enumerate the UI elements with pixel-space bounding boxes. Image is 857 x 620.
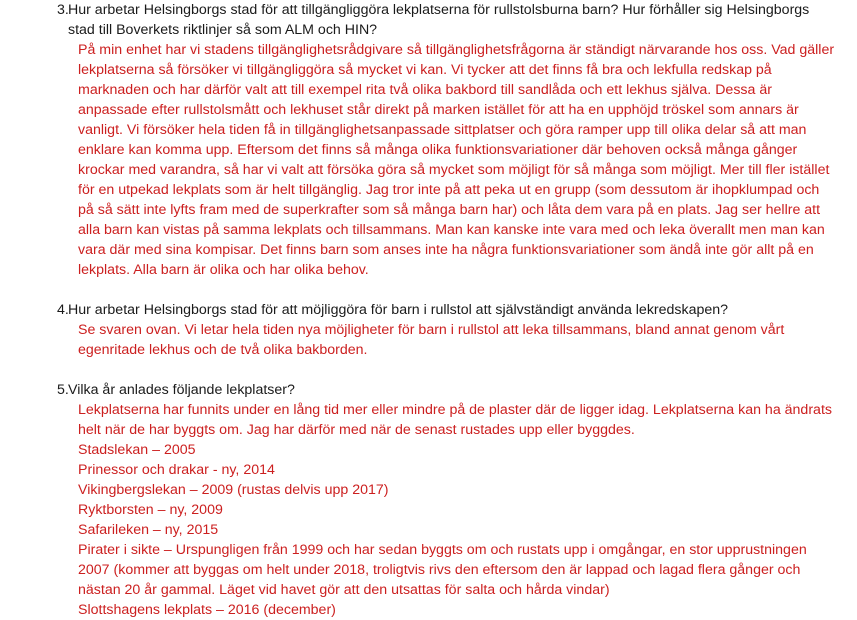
playground-line-safarileken: Safarileken – ny, 2015 [78,522,219,538]
answer-intro: Lekplatserna har funnits under en lång tid mer eller mindre på de plaster där de ligger idag. Lekplatserna kan ha ändrats helt när de har byggts om. Jag har därför med när de senast rustades upp eller byggdes. [78,402,832,438]
question-5 [0,380,857,400]
question-4 [0,300,857,320]
answer-paragraph: På min enhet har vi stadens tillgänglighetsrådgivare så tillgänglighetsfrågorna är ständigt närvarande hos oss. Vad gäller lekplatserna så försöker vi tillgängliggöra så mycket vi kan. Vi tycker att det finns få bra och lekfulla redskap på marknaden och har därför valt att till exempel rita två olika bakbord till sandlåda och ett lekhus själva. Dessa är anpassade efter rullstolsmått och lekhuset står direkt på marken istället för att ha en upphöjd tröskel som annars är vanligt. Vi försöker hela tiden få in tillgänglighetsanpassade sittplatser och göra ramper upp till olika delar så att man enklare kan komma upp. Eftersom det finns så många olika funktionsvariationer där behoven också många gånger krockar med varandra, så har vi valt att försöka göra så mycket som möjligt för så många som möjligt. Mer till fler istället för en utpekad lekplats som är helt tillgänglig. Jag tror inte på att peka ut en grupp (som dessutom är ihopklumpad och på så sätt inte lyfts fram med de superkrafter som så många barn har) och låta dem vara på en plats. Jag ser hellre att alla barn kan vistas på samma lekplats och tillsammans. Man kan kanske inte vara med och leka överallt men man kan vara där med sina kompisar. Det finns barn som anses inte ha några funktionsvariationer som ändå inte gör allt på en lekplats. Alla barn är olika och har olika behov. [78,42,835,278]
answer-5 [0,400,857,620]
playground-line-vikingbergslekan: Vikingbergslekan – 2009 (rustas delvis upp 2017) [78,482,389,498]
question-number: 3. [57,2,69,18]
playground-line-stadslekan: Stadslekan – 2005 [78,442,196,458]
question-number: 4. [57,302,69,318]
question-number: 5. [57,382,69,398]
question-text: Hur arbetar Helsingborgs stad för att möjliggöra för barn i rullstol att självständigt använda lekredskapen? [68,302,729,318]
question-text: Vilka år anlades följande lekplatser? [68,382,295,398]
playground-line-slottshagen: Slottshagens lekplats – 2016 (december) [78,602,336,618]
spacer [0,280,857,300]
playground-line-ryktborsten: Ryktborsten – ny, 2009 [78,502,223,518]
answer-3 [0,40,857,280]
answer-4 [0,320,857,360]
spacer [0,360,857,380]
question-text: Hur arbetar Helsingborgs stad för att tillgängliggöra lekplatserna för rullstolsburna barn? Hur förhåller sig Helsingborgs stad till Boverkets riktlinjer så som ALM och HIN? [68,2,810,38]
answer-paragraph: Se svaren ovan. Vi letar hela tiden nya möjligheter för barn i rullstol att leka tillsammans, bland annat genom vårt egenritade lekhus och de två olika bakborden. [78,322,785,358]
question-3 [0,0,857,40]
playground-line-prinsessor: Prinessor och drakar - ny, 2014 [78,462,275,478]
playground-line-pirater-i-sikte: Pirater i sikte – Urspungligen från 1999 och har sedan byggts om och rustats upp i omgångar, en stor upprustningen 2007 (kommer att byggas om helt under 2018, troligtvis rivs den eftersom den är lappad och lagad flera gånger och nästan 20 år gammal. Läget vid havet gör att den utsattas för salta och hårda vindar) [78,542,807,598]
